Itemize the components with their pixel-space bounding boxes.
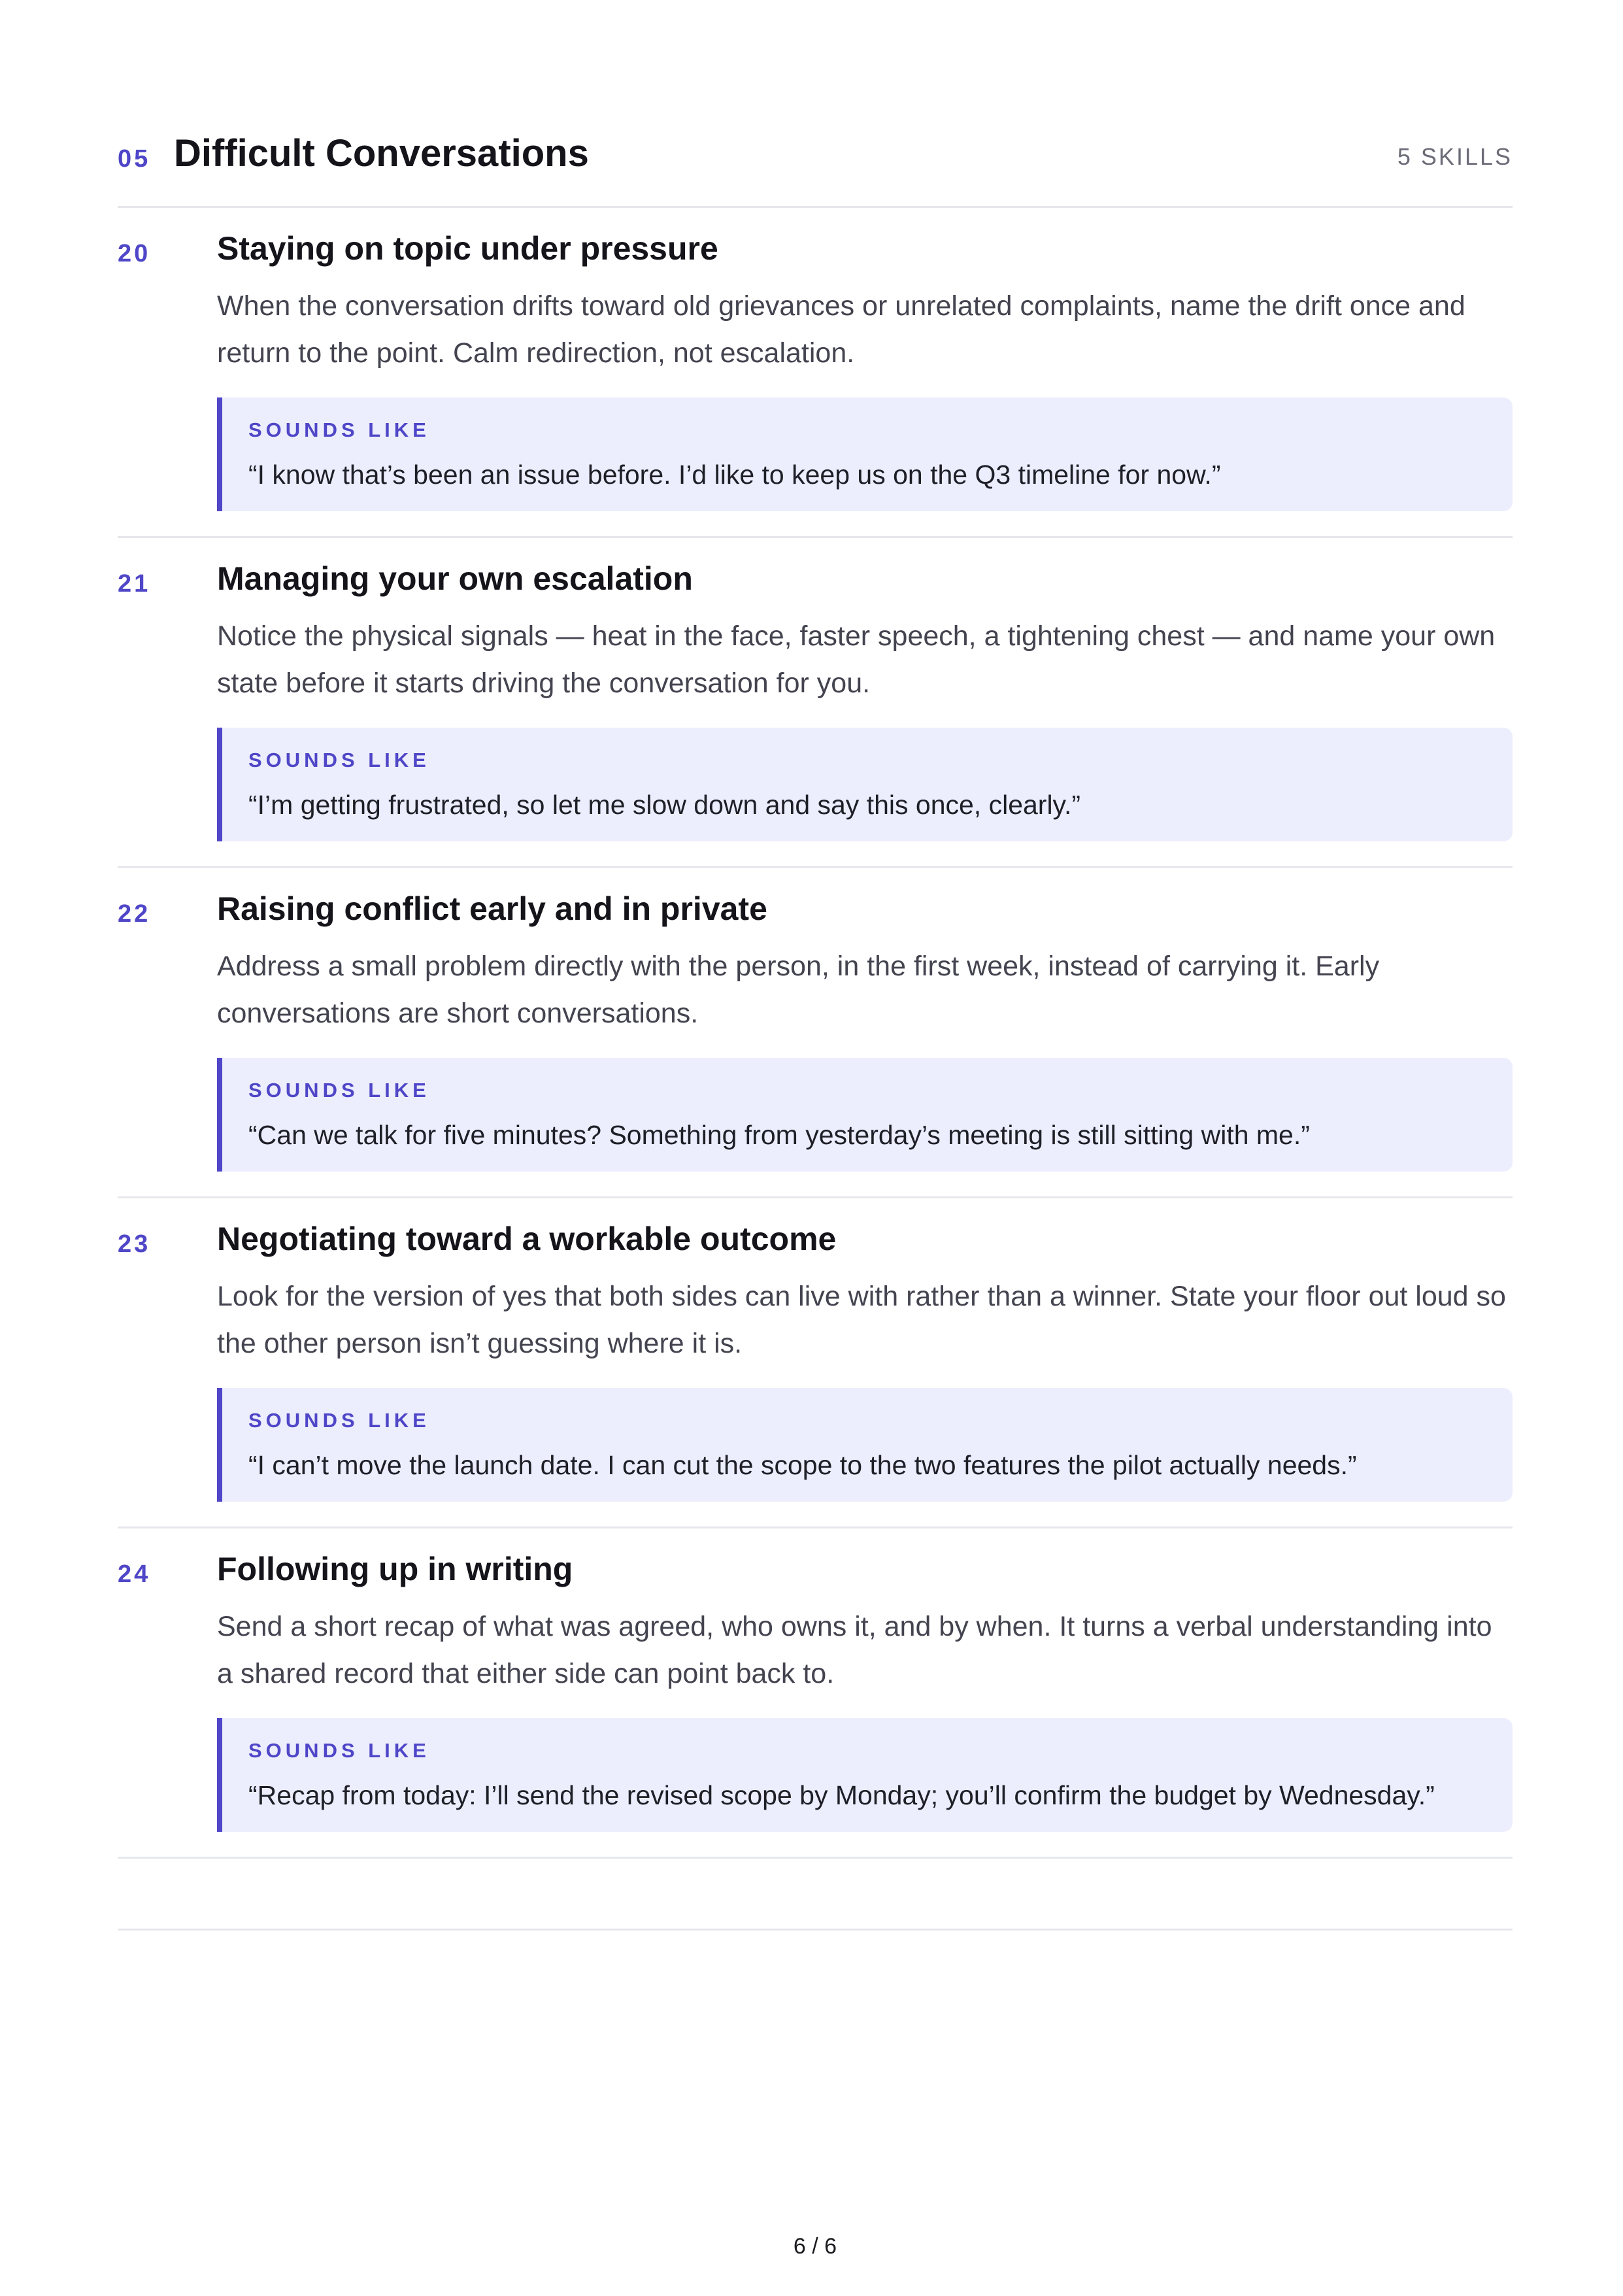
sounds-like-label: SOUNDS LIKE (248, 418, 430, 441)
skill-description: When the conversation drifts toward old grievances or unrelated complaints, name the drift once and return to the point. Calm redirection, not escalation. (217, 290, 1465, 369)
sounds-like-callout (217, 1058, 1513, 1172)
bottom-divider (118, 1929, 1513, 1931)
skill-number: 20 (118, 240, 151, 267)
sounds-like-quote: “I can’t move the launch date. I can cut the scope to the two features the pilot actually needs.” (248, 1450, 1357, 1480)
skill-description: Look for the version of yes that both sides can live with rather than a winner. State your floor out loud so the other person isn’t guessing where it is. (217, 1281, 1506, 1359)
sounds-like-label: SOUNDS LIKE (248, 1409, 430, 1432)
skill-list (118, 208, 1513, 1859)
skill-item (118, 1198, 1513, 1528)
skill-item (118, 868, 1513, 1198)
sounds-like-label: SOUNDS LIKE (248, 1079, 430, 1102)
skill-title: Staying on topic under pressure (217, 230, 718, 267)
skill-item (118, 538, 1513, 868)
sounds-like-callout (217, 1718, 1513, 1832)
sounds-like-quote: “I know that’s been an issue before. I’d like to keep us on the Q3 timeline for now.” (248, 460, 1221, 490)
skill-title: Following up in writing (217, 1551, 573, 1587)
sounds-like-callout (217, 1388, 1513, 1502)
skill-description: Notice the physical signals — heat in the face, faster speech, a tightening chest — and name your own state before it starts driving the conversation for you. (217, 620, 1496, 699)
skill-item (118, 208, 1513, 538)
section-title: Difficult Conversations (174, 132, 589, 175)
skill-description: Address a small problem directly with the person, in the first week, instead of carrying it. Early conversations are short conversations. (217, 951, 1380, 1029)
skill-title: Managing your own escalation (217, 560, 693, 597)
skill-number: 22 (118, 900, 151, 928)
sounds-like-label: SOUNDS LIKE (248, 749, 430, 771)
sounds-like-label: SOUNDS LIKE (248, 1739, 430, 1762)
sounds-like-quote: “Recap from today: I’ll send the revised scope by Monday; you’ll confirm the budget by Wednesday.” (248, 1780, 1435, 1810)
page-number: 6 / 6 (793, 2234, 837, 2259)
document-page (118, 0, 1513, 2296)
sounds-like-quote: “I’m getting frustrated, so let me slow down and say this once, clearly.” (248, 790, 1081, 820)
skill-description: Send a short recap of what was agreed, who owns it, and by when. It turns a verbal understanding into a shared record that either side can point back to. (217, 1611, 1492, 1689)
section-header (118, 131, 1513, 208)
skill-title: Negotiating toward a workable outcome (217, 1221, 837, 1257)
skill-number: 24 (118, 1561, 151, 1588)
section-number: 05 (118, 145, 151, 173)
skill-title: Raising conflict early and in private (217, 890, 767, 927)
skill-number: 21 (118, 570, 151, 598)
skill-number: 23 (118, 1230, 151, 1258)
sounds-like-quote: “Can we talk for five minutes? Something from yesterday’s meeting is still sitting with me.” (248, 1120, 1310, 1150)
sounds-like-callout (217, 397, 1513, 511)
skill-count: 5 SKILLS (1397, 143, 1513, 170)
sounds-like-callout (217, 728, 1513, 841)
skill-item (118, 1528, 1513, 1859)
